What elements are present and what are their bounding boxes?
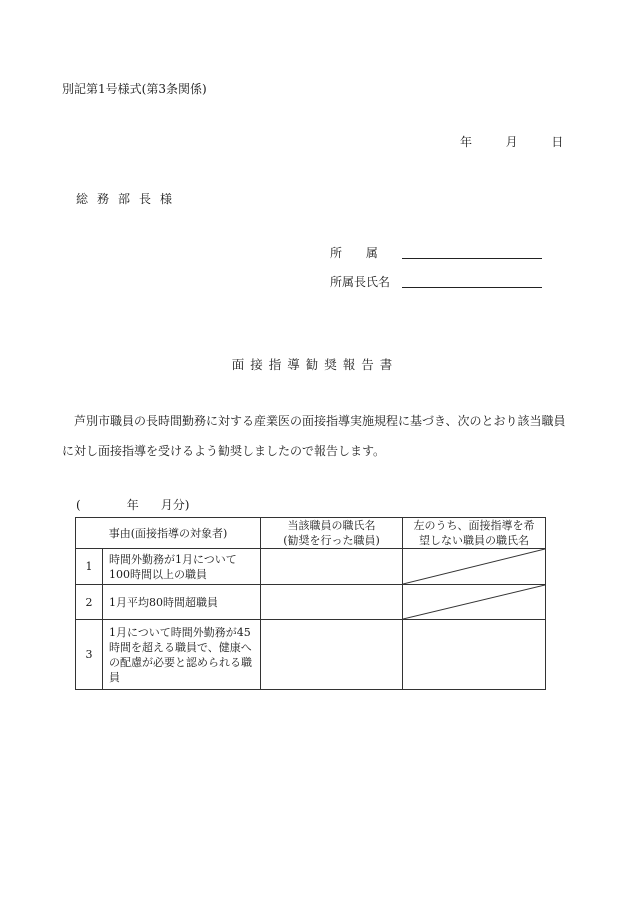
declined-cell[interactable] [403, 620, 546, 690]
department-label: 所 属 [330, 246, 388, 260]
row-number: 2 [76, 585, 103, 620]
header-employee [261, 518, 403, 549]
date-line [460, 133, 563, 150]
period-month-label: 月分) [160, 498, 190, 512]
row-reason: 時間外勤務が1月について100時間以上の職員 [103, 549, 261, 585]
period-open: ( [76, 498, 81, 512]
employee-cell[interactable] [261, 549, 403, 585]
table-row [76, 620, 546, 690]
header-reason: 事由(面接指導の対象者) [76, 518, 261, 549]
header-employee-line2: (勧奨を行った職員) [283, 534, 380, 547]
diagonal-slash [403, 549, 545, 584]
form-reference: 別記第1号様式(第3条関係) [62, 82, 207, 96]
employee-cell[interactable] [261, 585, 403, 620]
table-row [76, 585, 546, 620]
employee-cell[interactable] [261, 620, 403, 690]
head-name-field[interactable] [402, 287, 542, 288]
document-title: 面接指導勧奨報告書 [231, 357, 399, 372]
period-line [76, 496, 189, 513]
declined-cell-slashed [403, 585, 546, 620]
row-number: 3 [76, 620, 103, 690]
department-field[interactable] [402, 258, 542, 259]
year-label: 年 [460, 135, 473, 149]
header-declined [403, 518, 546, 549]
month-label: 月 [505, 135, 518, 149]
day-label: 日 [551, 135, 564, 149]
head-name-label: 所属長氏名 [330, 275, 391, 289]
declined-cell-slashed [403, 549, 546, 585]
header-declined-line2: 望しない職員の職氏名 [419, 534, 529, 547]
row-reason: 1月について時間外勤務が45時間を超える職員で、健康への配慮が必要と認められる職員 [103, 620, 261, 690]
body-text: 芦別市職員の長時間勤務に対する産業医の面接指導実施規程に基づき、次のとおり該当職員に対し面接指導を受けるよう勧奨しましたので報告します。 [62, 414, 566, 458]
table-row [76, 549, 546, 585]
row-reason: 1月平均80時間超職員 [103, 585, 261, 620]
addressee: 総務部長様 [76, 192, 182, 206]
table-header-row [76, 518, 546, 549]
diagonal-slash [403, 585, 545, 619]
header-employee-line1: 当該職員の職氏名 [287, 519, 376, 532]
row-number: 1 [76, 549, 103, 585]
report-table [75, 517, 546, 690]
header-declined-line1: 左のうち、面接指導を希 [413, 519, 535, 532]
period-year-label: 年 [126, 498, 139, 512]
